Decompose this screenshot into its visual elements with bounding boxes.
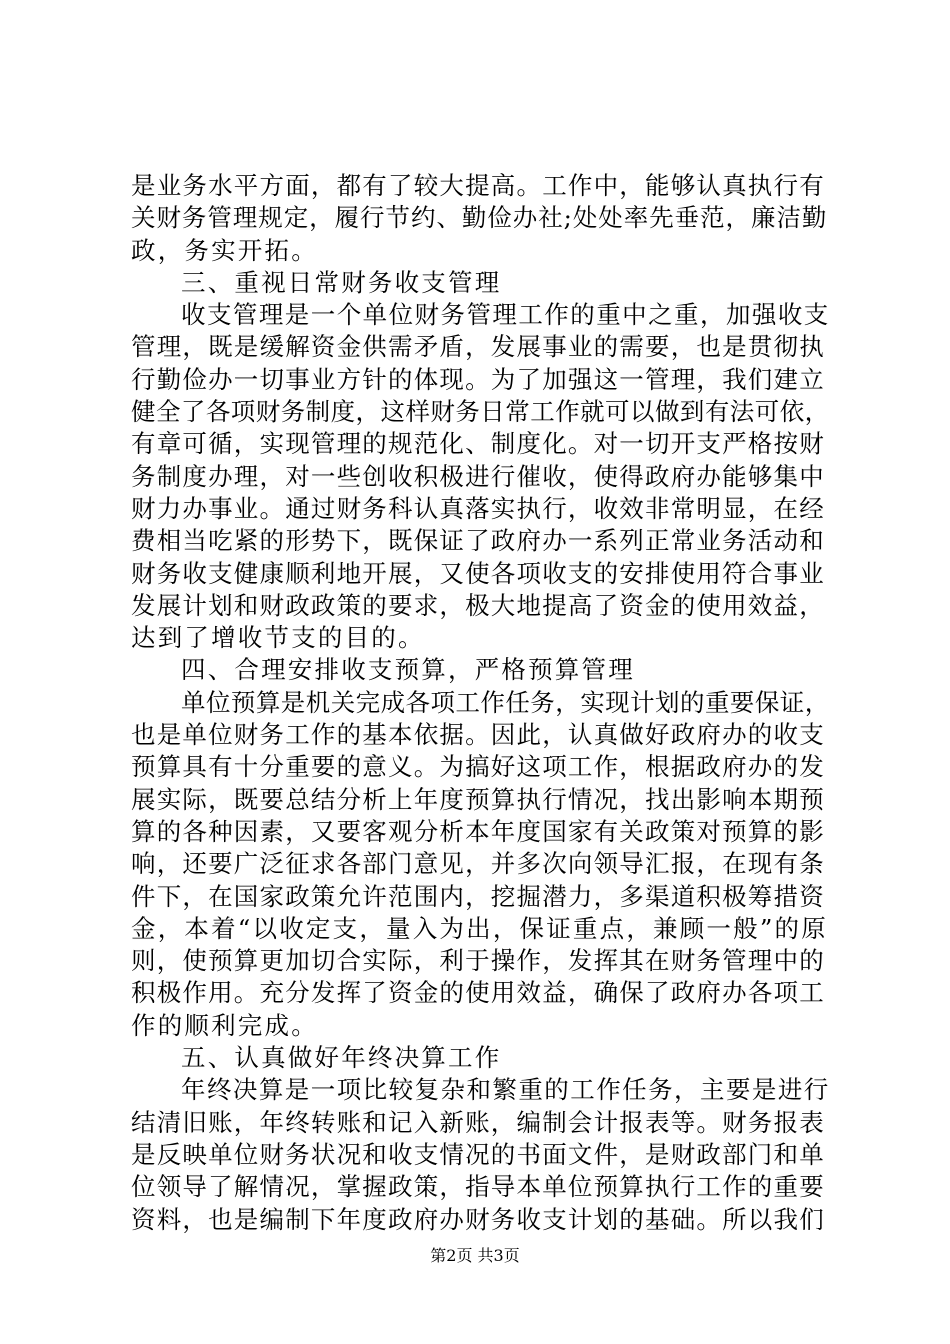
- text-line: 算的各种因素，又要客观分析本年度国家有关政策对预算的影: [131, 816, 825, 846]
- text-line: 三、重视日常财务收支管理: [181, 267, 502, 297]
- text-line: 作的顺利完成。: [131, 1010, 318, 1040]
- text-line: 结清旧账，年终转账和记入新账，编制会计报表等。财务报表: [131, 1107, 825, 1137]
- text-line: 年终决算是一项比较复杂和繁重的工作任务，主要是进行: [181, 1075, 830, 1105]
- text-line: 四、合理安排收支预算，严格预算管理: [181, 655, 635, 685]
- text-line: 财务收支健康顺利地开展，又使各项收支的安排使用符合事业: [131, 558, 825, 588]
- text-line: 位领导了解情况，掌握政策，指导本单位预算执行工作的重要: [131, 1172, 825, 1202]
- text-line: 金，本着“以收定支，量入为出，保证重点，兼顾一般”的原: [131, 913, 828, 943]
- text-line: 务制度办理，对一些创收积极进行催收，使得政府办能够集中: [131, 461, 825, 491]
- text-line: 发展计划和财政政策的要求，极大地提高了资金的使用效益，: [131, 590, 825, 620]
- text-line: 有章可循，实现管理的规范化、制度化。对一切开支严格按财: [131, 429, 825, 459]
- text-line: 是反映单位财务状况和收支情况的书面文件，是财政部门和单: [131, 1139, 825, 1169]
- text-line: 达到了增收节支的目的。: [131, 623, 425, 653]
- text-line: 响，还要广泛征求各部门意见，并多次向领导汇报，在现有条: [131, 849, 825, 879]
- text-line: 五、认真做好年终决算工作: [181, 1043, 502, 1073]
- text-line: 预算具有十分重要的意义。为搞好这项工作，根据政府办的发: [131, 752, 825, 782]
- text-line: 是业务水平方面，都有了较大提高。工作中，能够认真执行有: [131, 171, 825, 200]
- text-line: 展实际，既要总结分析上年度预算执行情况，找出影响本期预: [131, 784, 825, 814]
- text-line: 也是单位财务工作的基本依据。因此，认真做好政府办的收支: [131, 720, 825, 750]
- text-line: 积极作用。充分发挥了资金的使用效益，确保了政府办各项工: [131, 978, 825, 1008]
- text-line: 资料，也是编制下年度政府办财务收支计划的基础。所以我们: [131, 1204, 825, 1234]
- text-line: 则，使预算更加切合实际，利于操作，发挥其在财务管理中的: [131, 946, 825, 976]
- text-line: 件下，在国家政策允许范围内，挖掘潜力，多渠道积极筹措资: [131, 881, 825, 911]
- document-body: [131, 170, 831, 1236]
- text-line: 行勤俭办一切事业方针的体现。为了加强这一管理，我们建立: [131, 364, 825, 394]
- text-line: 管理，既是缓解资金供需矛盾，发展事业的需要，也是贯彻执: [131, 332, 825, 362]
- text-line: 政，务实开拓。: [131, 235, 318, 265]
- text-line: 收支管理是一个单位财务管理工作的重中之重，加强收支: [181, 300, 830, 330]
- page-footer: 第2页 共3页: [430, 1246, 520, 1265]
- text-line: 关财务管理规定，履行节约、勤俭办社;处处率先垂范，廉洁勤: [131, 203, 828, 233]
- text-line: 费相当吃紧的形势下，既保证了政府办一系列正常业务活动和: [131, 526, 825, 556]
- text-line: 健全了各项财务制度，这样财务日常工作就可以做到有法可依，: [131, 397, 830, 427]
- text-line: 财力办事业。通过财务科认真落实执行，收效非常明显，在经: [131, 493, 825, 523]
- text-line: 单位预算是机关完成各项工作任务，实现计划的重要保证，: [181, 687, 830, 717]
